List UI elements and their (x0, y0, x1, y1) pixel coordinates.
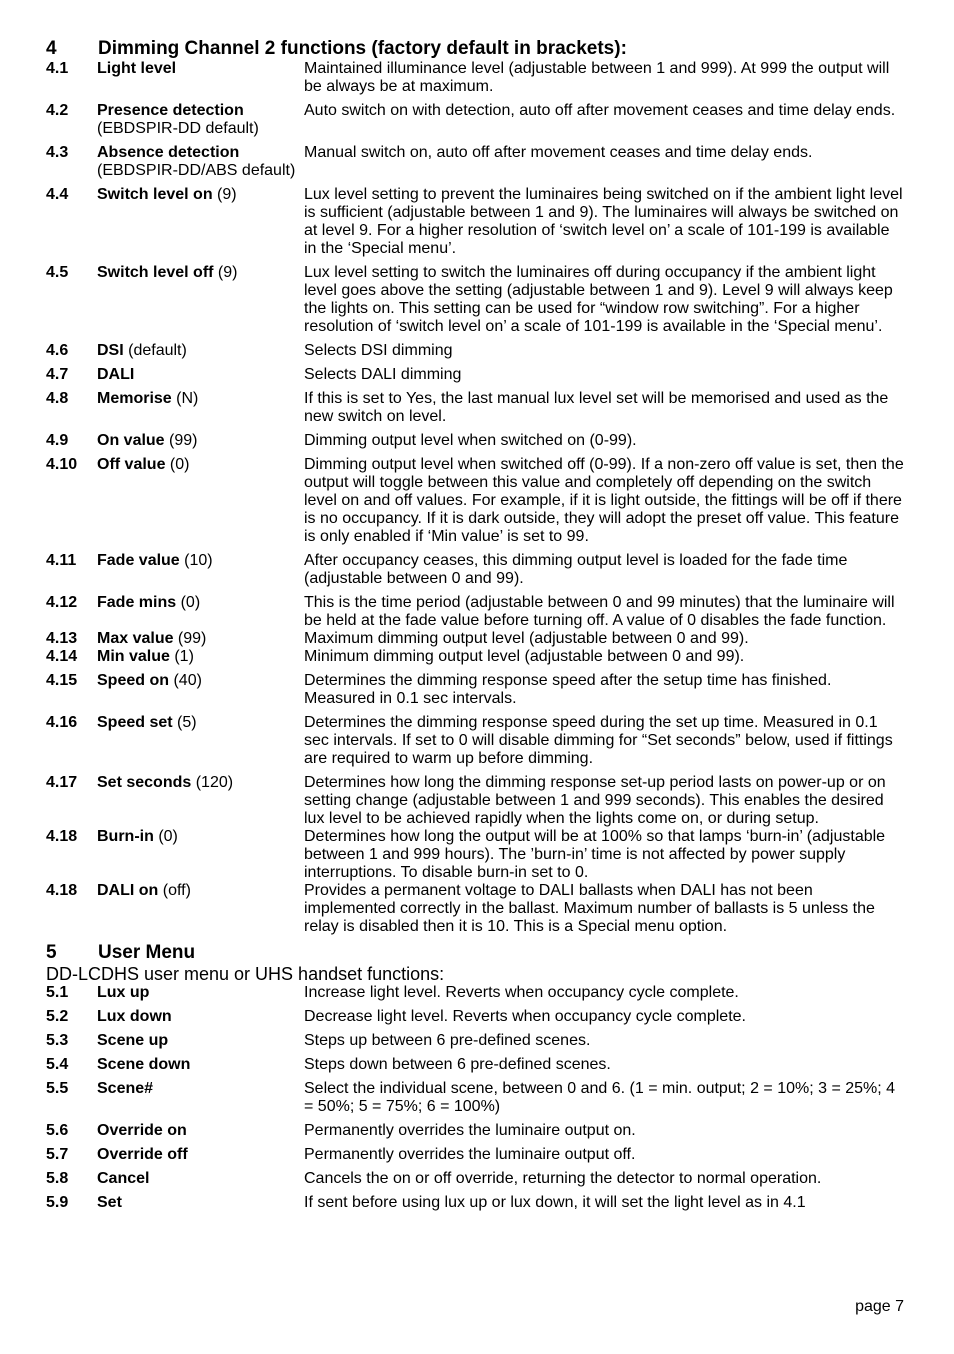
item-term-cell (97, 882, 304, 936)
item-term-cell (97, 102, 304, 138)
list-item (46, 828, 906, 882)
list-item (46, 390, 906, 426)
item-number: 4.4 (46, 186, 69, 203)
item-term-cell (97, 264, 304, 336)
list-item (46, 144, 906, 180)
item-default: (0) (176, 594, 201, 611)
item-term: Set seconds (97, 774, 192, 791)
item-number: 4.14 (46, 648, 78, 665)
item-description: Selects DSI dimming (304, 342, 453, 359)
item-number: 4.17 (46, 774, 78, 791)
item-number: 4.10 (46, 456, 78, 473)
item-term: Switch level off (97, 264, 214, 281)
item-term-cell (97, 1170, 304, 1188)
item-default: (0) (165, 456, 190, 473)
list-item (46, 594, 906, 630)
item-term-cell (97, 1032, 304, 1050)
item-term-cell (97, 774, 304, 828)
item-default-note: (EBDSPIR-DD/ABS default) (97, 162, 296, 179)
item-description: Steps down between 6 pre-defined scenes. (304, 1056, 611, 1073)
item-description: Decrease light level. Reverts when occupancy cycle complete. (304, 1008, 746, 1025)
item-description: Increase light level. Reverts when occupancy cycle complete. (304, 984, 739, 1001)
item-description: Selects DALI dimming (304, 366, 462, 383)
item-number: 4.12 (46, 594, 78, 611)
item-description: If this is set to Yes, the last manual lux level set will be memorised and used as the new switch on level. (304, 390, 889, 425)
list-item (46, 1080, 906, 1116)
item-default: (N) (171, 390, 199, 407)
item-term: Fade value (97, 552, 180, 569)
section-title: Dimming Channel 2 functions (factory default in brackets): (98, 38, 627, 59)
item-term-cell (97, 432, 304, 450)
item-description: After occupancy ceases, this dimming output level is loaded for the fade time (adjustable between 0 and 99). (304, 552, 848, 587)
list-item (46, 1170, 906, 1188)
item-description: Determines the dimming response speed during the set up time. Measured in 0.1 sec intervals. If set to 0 will disable dimming for “Set seconds” below, used if fittings are required to warm up before dimming. (304, 714, 893, 767)
item-term: Override off (97, 1146, 188, 1163)
item-default: (off) (158, 882, 191, 899)
item-description: Cancels the on or off override, returning the detector to normal operation. (304, 1170, 822, 1187)
item-number: 4.18 (46, 828, 78, 845)
item-number: 4.6 (46, 342, 69, 359)
item-description: Steps up between 6 pre-defined scenes. (304, 1032, 591, 1049)
list-item (46, 630, 906, 648)
item-description: Determines how long the dimming response set-up period lasts on power-up or on setting change (adjustable between 1 and 999 seconds). This enables the desired lux level to be achieved rapidly when the lights come on, or during setup. (304, 774, 886, 827)
item-description: Manual switch on, auto off after movement ceases and time delay ends. (304, 144, 813, 161)
list-item (46, 552, 906, 588)
item-term: Lux up (97, 984, 150, 1001)
item-default: (1) (169, 648, 194, 665)
item-number: 5.1 (46, 984, 69, 1001)
item-term: Scene up (97, 1032, 169, 1049)
item-term-cell (97, 1122, 304, 1140)
list-item (46, 1056, 906, 1074)
list-item (46, 714, 906, 768)
item-term: Min value (97, 648, 170, 665)
item-number: 5.8 (46, 1170, 69, 1187)
item-term: Switch level on (97, 186, 213, 203)
item-number: 4.1 (46, 60, 69, 77)
item-term: Presence detection (97, 102, 244, 119)
item-number: 4.13 (46, 630, 78, 647)
section-5-heading (46, 942, 906, 964)
item-default: (120) (191, 774, 234, 791)
item-term: Max value (97, 630, 174, 647)
item-term: Speed set (97, 714, 173, 731)
item-term-cell (97, 714, 304, 768)
item-description: Dimming output level when switched off (0-99). If a non-zero off value is set, then the output will toggle between this value and completely off depending on the switch level on and off values. For example, if it is light outside, the fittings will be off if there is no occupancy. If it is dark outside, they will adopt the preset off value. This feature is only enabled if ‘Min value’ is set to 99. (304, 456, 904, 545)
item-term: DALI (97, 366, 135, 383)
item-number: 4.18 (46, 882, 78, 899)
item-default: (40) (169, 672, 202, 689)
item-description: Auto switch on with detection, auto off after movement ceases and time delay ends. (304, 102, 896, 119)
list-item (46, 984, 906, 1002)
item-term-cell (97, 1080, 304, 1116)
item-description: Minimum dimming output level (adjustable between 0 and 99). (304, 648, 745, 665)
item-number: 5.2 (46, 1008, 69, 1025)
item-term-cell (97, 456, 304, 546)
section-4-list (46, 60, 906, 936)
list-item (46, 1194, 906, 1212)
item-term-cell (97, 342, 304, 360)
section-number: 4 (46, 38, 57, 59)
item-default: (9) (213, 264, 238, 281)
item-term-cell (97, 1194, 304, 1212)
item-term: DALI on (97, 882, 159, 899)
item-term: Set (97, 1194, 122, 1211)
item-term-cell (97, 1008, 304, 1026)
list-item (46, 102, 906, 138)
item-term-cell (97, 60, 304, 96)
item-term: Memorise (97, 390, 172, 407)
item-description: Lux level setting to prevent the luminaires being switched on if the ambient light level is sufficient (adjustable between 1 and 9). The luminaires will always be switched on at level 9. For a higher resolution of ‘switch level on’ a scale of 101-199 is available in the ‘Special menu’. (304, 186, 903, 257)
item-number: 4.3 (46, 144, 69, 161)
item-term-cell (97, 390, 304, 426)
item-number: 5.6 (46, 1122, 69, 1139)
item-description: Determines how long the output will be at 100% so that lamps ‘burn-in’ (adjustable between 1 and 999 hours). The ’burn-in’ time is not affected by power supply interruptions. To disable burn-in set to 0. (304, 828, 886, 881)
item-description: Dimming output level when switched on (0-99). (304, 432, 637, 449)
item-term-cell (97, 828, 304, 882)
item-term: Cancel (97, 1170, 150, 1187)
section-4-heading (46, 38, 906, 60)
item-term-cell (97, 1146, 304, 1164)
list-item (46, 1008, 906, 1026)
item-description: Select the individual scene, between 0 and 6. (1 = min. output; 2 = 10%; 3 = 25%; 4 = 50%; 5 = 75%; 6 = 100%) (304, 1080, 896, 1115)
item-description: Permanently overrides the luminaire output on. (304, 1122, 636, 1139)
item-number: 5.4 (46, 1056, 69, 1073)
list-item (46, 882, 906, 936)
item-default: (99) (173, 630, 207, 647)
list-item (46, 456, 906, 546)
item-term-cell (97, 648, 304, 666)
section-title: User Menu (98, 942, 196, 963)
item-term-cell (97, 1056, 304, 1074)
item-number: 4.11 (46, 552, 77, 569)
section-number: 5 (46, 942, 57, 963)
item-description: Provides a permanent voltage to DALI ballasts when DALI has not been implemented correctly in the ballast. Maximum number of ballasts is 5 unless the relay is disabled then it is 10. This is a Special menu option. (304, 882, 875, 935)
item-term: Light level (97, 60, 177, 77)
list-item (46, 264, 906, 336)
item-default: (99) (164, 432, 198, 449)
list-item (46, 774, 906, 828)
item-default: (10) (179, 552, 213, 569)
list-item (46, 186, 906, 258)
item-term: Scene# (97, 1080, 154, 1097)
item-number: 5.9 (46, 1194, 69, 1211)
list-item (46, 366, 906, 384)
item-term: Absence detection (97, 144, 240, 161)
section-intro: DD-LCDHS user menu or UHS handset functions: (46, 964, 445, 984)
item-default: (9) (212, 186, 237, 203)
item-term-cell (97, 366, 304, 384)
list-item (46, 1032, 906, 1050)
item-description: Determines the dimming response speed after the setup time has finished. Measured in 0.1 sec intervals. (304, 672, 832, 707)
item-term: On value (97, 432, 165, 449)
item-description: Maintained illuminance level (adjustable between 1 and 999). At 999 the output will be always be at maximum. (304, 60, 890, 95)
item-description: If sent before using lux up or lux down, it will set the light level as in 4.1 (304, 1194, 806, 1211)
page-number: page 7 (855, 1298, 904, 1315)
document-body (46, 38, 906, 1212)
list-item (46, 672, 906, 708)
item-number: 4.8 (46, 390, 69, 407)
item-description: Maximum dimming output level (adjustable between 0 and 99). (304, 630, 749, 647)
list-item (46, 60, 906, 96)
section-5-list (46, 984, 906, 1212)
item-default: (5) (172, 714, 197, 731)
list-item (46, 342, 906, 360)
item-default-note: (EBDSPIR-DD default) (97, 120, 259, 137)
item-number: 4.5 (46, 264, 69, 281)
item-term-cell (97, 984, 304, 1002)
item-term: Lux down (97, 1008, 172, 1025)
item-number: 5.3 (46, 1032, 69, 1049)
item-term: Fade mins (97, 594, 177, 611)
item-term: DSI (97, 342, 124, 359)
item-default: (default) (123, 342, 187, 359)
item-default: (0) (153, 828, 178, 845)
item-number: 4.16 (46, 714, 78, 731)
list-item (46, 1122, 906, 1140)
item-term: Burn-in (97, 828, 154, 845)
list-item (46, 648, 906, 666)
item-term-cell (97, 672, 304, 708)
item-number: 4.2 (46, 102, 69, 119)
item-term: Off value (97, 456, 166, 473)
item-term-cell (97, 594, 304, 630)
item-number: 4.9 (46, 432, 69, 449)
item-term: Override on (97, 1122, 187, 1139)
item-term-cell (97, 144, 304, 180)
item-description: Permanently overrides the luminaire output off. (304, 1146, 636, 1163)
item-term-cell (97, 630, 304, 648)
list-item (46, 1146, 906, 1164)
item-term: Speed on (97, 672, 170, 689)
item-number: 5.5 (46, 1080, 69, 1097)
item-description: Lux level setting to switch the luminaires off during occupancy if the ambient light level goes above the setting (adjustable between 1 and 9). Level 9 will always keep the lights on. This setting can be used for “window row switching”. For a higher resolution of ‘switch level on’ a scale of 101-199 is available in the ‘Special menu’. (304, 264, 893, 335)
list-item (46, 432, 906, 450)
item-number: 5.7 (46, 1146, 69, 1163)
item-number: 4.7 (46, 366, 69, 383)
item-term: Scene down (97, 1056, 191, 1073)
item-description: This is the time period (adjustable between 0 and 99 minutes) that the luminaire will be held at the fade value before turning off. A value of 0 disables the fade function. (304, 594, 895, 629)
item-term-cell (97, 552, 304, 588)
item-number: 4.15 (46, 672, 78, 689)
item-term-cell (97, 186, 304, 258)
